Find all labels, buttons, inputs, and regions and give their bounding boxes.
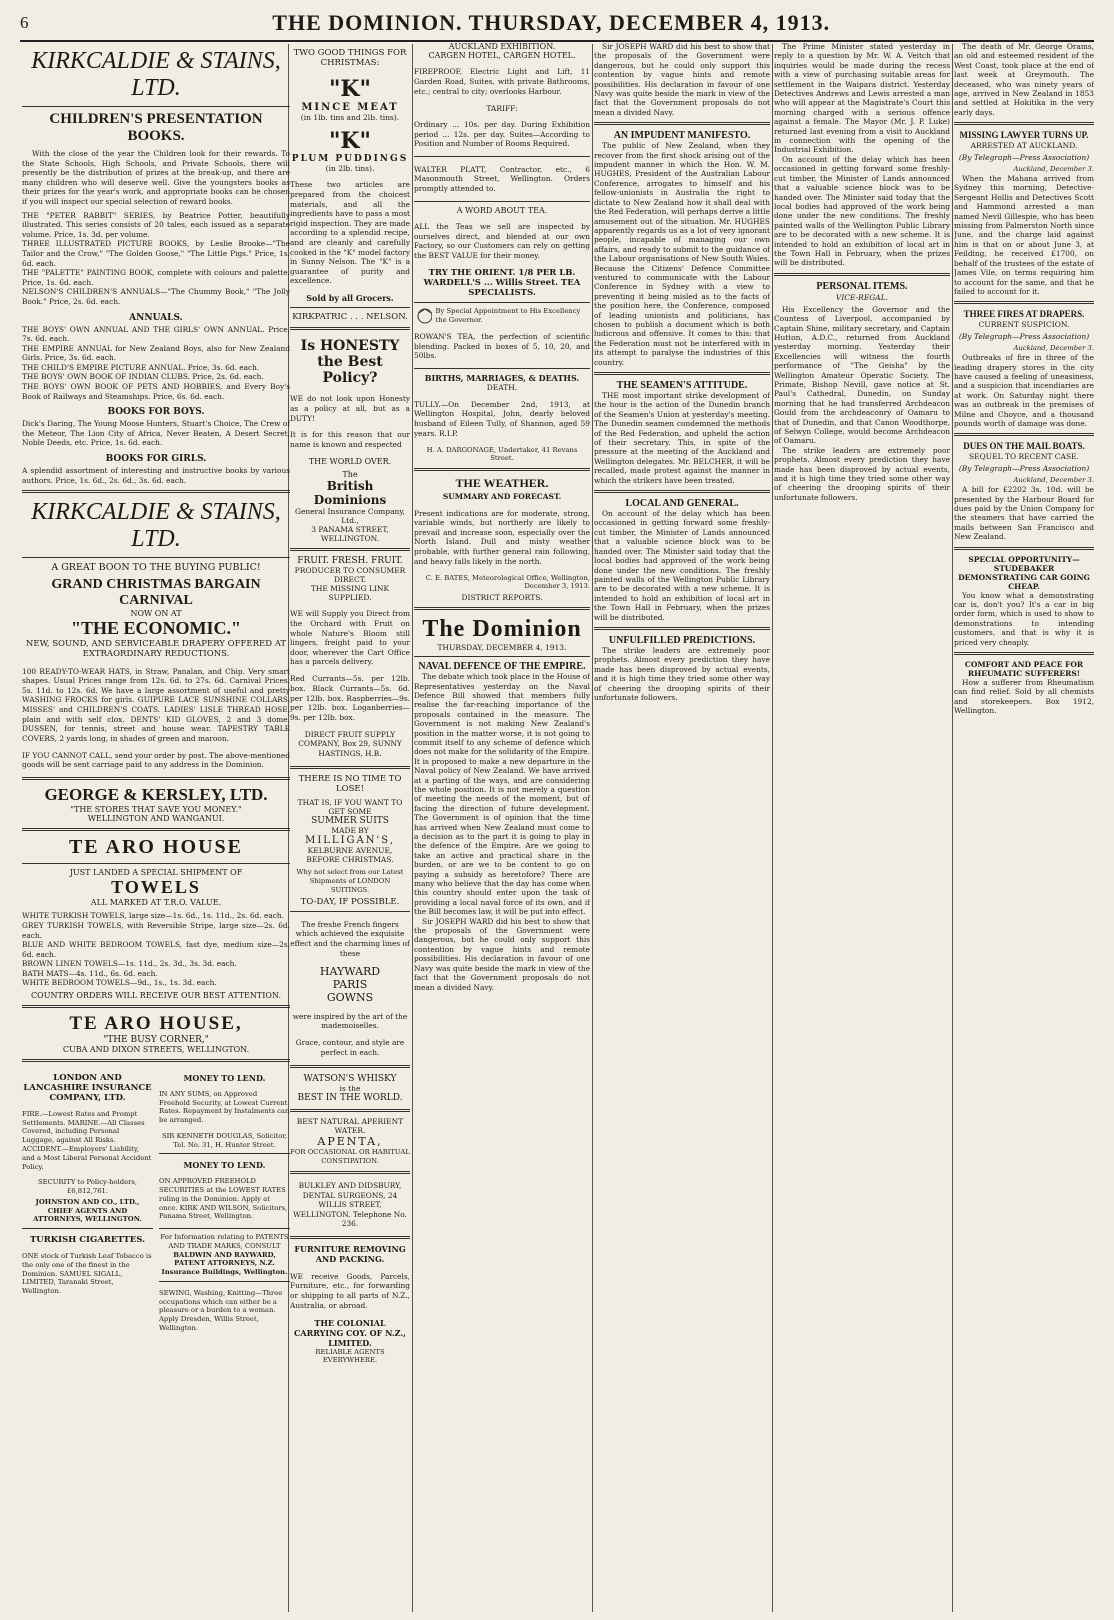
dominion-date: THURSDAY, DECEMBER 4, 1913. <box>437 643 567 653</box>
summer-line10: HAYWARD <box>319 965 381 979</box>
dues-telegraph: (By Telegraph—Press Association) <box>958 464 1090 474</box>
personal-body-cont: The strike leaders are extremely poor prophets. Almost every prediction they have made has been disproved by actual events, and it is high time they tried some other way of cheering the drooping spirits of their unfortunate followers. <box>774 445 950 502</box>
carnival-title: GRAND CHRISTMAS BARGAIN CARNIVAL <box>51 577 261 609</box>
carnival-sub: NEW, SOUND, AND SERVICEABLE DRAPERY OFFERED AT EXTRAORDINARY REDUCTIONS. <box>25 639 287 660</box>
insurance-agents: JOHNSTON AND CO., LTD., CHIEF AGENTS AND ATTORNEYS, WELLINGTON. <box>33 1197 142 1224</box>
seamen-title: THE SEAMEN'S ATTITUDE. <box>616 380 748 391</box>
plum-puddings: PLUM PUDDINGS <box>291 154 409 164</box>
towels-list <box>22 911 290 988</box>
column-2 <box>290 42 410 1614</box>
column-rule <box>952 44 953 1612</box>
personal-title: PERSONAL ITEMS. <box>816 280 908 292</box>
special-body: You know what a demonstrating car is, don't you? It's a car in big order form, which is used to show to demonstrations to intending customers, and that is why it is priced very cheaply. <box>954 590 1094 647</box>
british-dominions: British Dominions <box>313 479 387 508</box>
apenta-line2: APENTA, <box>317 1135 383 1149</box>
column-1 <box>22 42 290 1614</box>
wardells: WARDELL'S ... Willis Street. TEA SPECIALISTS. <box>423 277 581 298</box>
sold-by: Sold by all Grocers. <box>306 293 394 304</box>
summer-line5: KELBURNE AVENUE, <box>307 845 393 855</box>
cigarettes-body: ONE stock of Turkish Leaf Tobacco is the only one of the finest in the Dominion. SAMUEL SIGALL, LIMITED, Taranaki Street, Wellington. <box>22 1252 152 1296</box>
list-item: NELSON'S CHILDREN'S ANNUALS—"The Chummy Book," "The Jolly Book." Price, 2s. 6d. each. <box>22 287 290 306</box>
list-item: THREE ILLUSTRATED PICTURE BOOKS, by Leslie Brooke—"The Tailor and the Crow," "The Golden Goose," "The Little Pigs." Price, 1s. 6d. each. <box>22 239 290 268</box>
drapers-title: THREE FIRES AT DRAPERS. <box>963 309 1085 320</box>
summer-line8: TO-DAY, IF POSSIBLE. <box>300 897 400 908</box>
comfort-title: COMFORT AND PEACE FOR RHEUMATIC SUFFERERS! <box>964 660 1084 679</box>
list-item: WHITE BEDROOM TOWELS—9d., 1s., 1s. 3d. each. <box>22 978 217 988</box>
personal-body: His Excellency the Governor and the Countess of Liverpool, accompanied by Captain Shine, military secretary, and Captain Hutton, A.D.C., returned from Auckland yesterday morning. Yesterday their Excellencies will witness the fourth performance of "The Geisha" by the Wellington Amateur Operatic Society. The Primate, Bishop Nevill, gave notice at St. Paul's Cathedral, Dunedin, on Sunday morning that he had transferred Archdeacon Gould from the archdeaconry of Oamaru to that of Dunedin, and that Canon Woodthorpe, of Selwyn College, would become Archdeacon of Oamaru. <box>774 304 950 446</box>
money-title: MONEY TO LEND. <box>183 1073 266 1084</box>
k-brand-1: "K" <box>328 76 372 102</box>
money2-title: MONEY TO LEND. <box>183 1160 266 1171</box>
local-body: On account of the delay which has been occasioned in getting forward some freshly-cut timber, the Minister of Lands announced that a valuable science block was to be handed over. The Minister said today that the local bodies had approved of the work being done under the new conditions. The freshly painted walls of the Wellington Public Library are to be decorated with a new scheme. It is intended to hold an exhibition of local art in the Town Hall in February, when the prizes will be distributed. <box>594 509 770 622</box>
special-title: SPECIAL OPPORTUNITY—STUDEBAKER DEMONSTRATING CAR GOING CHEAP. <box>958 554 1090 591</box>
insurance-body: FIRE.—Lowest Rates and Prompt Settlements. MARINE.—All Classes Covered, including Personal Luggage, against All Risks. ACCIDENT.—Employers' Liability, and a Most Liberal Personal Accident Policy. <box>22 1109 152 1171</box>
manifesto-title: AN IMPUDENT MANIFESTO. <box>613 130 751 142</box>
george-kersley-title: GEORGE & KERSLEY, LTD. <box>44 785 268 805</box>
whisky-line2: is the <box>339 1084 361 1094</box>
comfort-body: How a sufferer from Rheumatism can find relief. Sold by all chemists and storekeepers. Box 1912, Wellington. <box>954 678 1094 716</box>
te-aro-line: JUST LANDED A SPECIAL SHIPMENT OF <box>69 868 243 878</box>
missing-body: When the Mahana arrived from Sydney this morning, Detective-Sergeant Hollis and Detectives Scott and Hammond arrested a man named Nevil Gillespie, who has been missing from Palmerston North since June, and the charge laid against him is that on or about June 3, at Feilding, he received £1700, on behalf of the trustees of the estate of James Vile, on terms requiring him to account for the same, and that he failed to account for it. <box>954 174 1094 296</box>
column-3 <box>414 42 590 1614</box>
missing-telegraph: (By Telegraph—Press Association) <box>958 153 1090 163</box>
dental-body: BULKLEY AND DIDSBURY, DENTAL SURGEONS, 24 WILLIS STREET, WELLINGTON. Telephone No. 236. <box>293 1181 407 1229</box>
hotel-title: CARGEN HOTEL, CARGEN HOTEL. <box>428 51 576 60</box>
painter-body: WALTER PLATT, Contractor, etc., 6 Masonmouth Street, Wellington. Orders promptly attended to. <box>414 164 590 193</box>
page-number: 6 <box>20 13 29 32</box>
list-item: THE "PALETTE" PAINTING BOOK, complete with colours and palette. Price, 1s. 6d. each. <box>22 268 290 287</box>
col4-continued: Sir JOSEPH WARD did his best to show that the proposals of the Government were dangerous, but he could only support this contention by vague hints and remote possibilities. His declaration in favour of one Navy was quite beside the mark in view of the fact that the Government proposals do not mean a divided Navy. <box>594 42 770 117</box>
seamen-body: THE most important strike development of the hour is the action of the Dunedin branch of the Seamen's Union at yesterday's meeting. The Dunedin seamen condemned the methods of the Red Federation, and upheld the action of their secretary. This, in spite of the pressure at the meeting of the Auckland and Wellington delegates. Mr. BELCHER, it will be recalled, made protest against the manner in which the strikers have been treated. <box>594 391 770 485</box>
colonial-carrying: THE COLONIAL CARRYING COY. OF N.Z., LIMITED. <box>294 1317 406 1348</box>
exhibition-title: AUCKLAND EXHIBITION. <box>448 42 556 51</box>
economic-title: "THE ECONOMIC." <box>71 618 241 639</box>
plum-tins: (in 2lb. tins). <box>325 164 375 173</box>
local-title: LOCAL AND GENERAL. <box>625 498 739 510</box>
furniture-agents: RELIABLE AGENTS EVERYWHERE. <box>315 1347 385 1365</box>
tariff-title: TARIFF: <box>486 103 518 113</box>
fruit-list: Red Currants—5s. per 12lb. box. Black Currants—5s. 6d. per 12lb. box. Raspberries—9s. per 12lb. box. Loganberries—9s. per 12lb. box. <box>290 674 410 722</box>
bmd-heading: BIRTHS, MARRIAGES, & DEATHS. <box>424 373 580 384</box>
mince-meat: MINCE MEAT <box>301 102 399 113</box>
royal-appointment <box>414 307 590 325</box>
drapers-telegraph: (By Telegraph—Press Association) <box>958 332 1090 342</box>
whisky-line3: BEST IN THE WORLD. <box>297 1093 403 1104</box>
sewing-body: SEWING, Washing, Knitting—Three occupations which can either be a pleasure or a burden to a woman. Apply Dresden, Willis Street, Wellington. <box>159 1288 283 1332</box>
column-rule <box>592 44 593 1612</box>
weather-sub: SUMMARY AND FORECAST. <box>442 492 562 502</box>
te-aro-2-title: TE ARO HOUSE, <box>69 1013 243 1035</box>
british-dominions-2: General Insurance Company, Ltd., <box>294 507 405 526</box>
apenta-line3: FOR OCCASIONAL OR HABITUAL CONSTIPATION. <box>290 1148 410 1165</box>
manifesto-body: The public of New Zealand, when they recover from the first shock arising out of the impudent manner in which the Hon. W. M. HUGHES, President of the Australian Labour Conference, arrogates to himself and his fellow-unionists in Australia the right to dictate to New Zealand how it shall deal with the Red Federation, will perhaps derive a little amusement out of the situation. Mr. HUGHES apparently regards us as a lot of very ignorant people, incapable of managing our own affairs, and ready to submit to the guidance of the Labour organisations of New South Wales. Because the Citizens' Defence Committee ventured to communicate with the Labour Conference in Sydney with a view to preventing it being misled as to the facts of the position here, the Conference, composed of leading unionists and politicians, has chosen to publish a document which is both ludicrous and offensive. It comes to this: that the Federation must not be interfered with in its attempt to paralyse the industries of this country. <box>594 141 770 367</box>
dues-title: DUES ON THE MAIL BOATS. <box>963 441 1085 452</box>
fruit-sub: PRODUCER TO CONSUMER DIRECT. <box>294 566 406 585</box>
word-about-tea: A WORD ABOUT TEA. <box>456 205 548 215</box>
furniture-body: WE receive Goods, Parcels, Furniture, etc., for forwarding or shipping to all parts of N.Z., Australia, or abroad. <box>290 1271 410 1310</box>
weather-body: Present indications are for moderate, strong, variable winds, but northerly are likely to prevail and increase soon, especially over the North Island. Dull and misty weather probable, with further general rain following, and heavy falls likely in the north. <box>414 508 590 566</box>
annuals-heading: ANNUALS. <box>129 312 183 323</box>
bottom-ads <box>22 1067 290 1340</box>
honesty-the: The <box>342 470 358 480</box>
summer-line2: SUMMER SUITS <box>311 815 389 826</box>
girls-books: A splendid assortment of interesting and instructive books by various authors. Price, 1s. 6d., 2s. 6d., 3s. 6d. each. <box>22 466 290 485</box>
kirkcaldie-title-2: KIRKCALDIE & STAINS, LTD. <box>31 499 281 553</box>
undertaker: H. A. DARGONAGE, Undertaker, 41 Revans Street. <box>426 445 578 463</box>
money-sig: SIR KENNETH DOUGLAS, Solicitor, Tel. No. 31, H. Hunter Street. <box>161 1131 288 1149</box>
insurance-security: SECURITY to Policy-holders, £6,812,761. <box>37 1178 138 1196</box>
british-address: 3 PANAMA STREET, WELLINGTON. <box>311 525 389 544</box>
carnival-footer: IF YOU CANNOT CALL, send your order by post. The above-mentioned goods will be sent carriage paid to any address in the Dominion. <box>22 750 290 770</box>
insurance-title: LONDON AND LANCASHIRE INSURANCE COMPANY, LTD. <box>23 1073 152 1104</box>
honesty-body2: It is for this reason that our name is known and respected <box>290 430 410 450</box>
towels-title: TOWELS <box>111 877 201 898</box>
money2-body: ON APPROVED FREEHOLD SECURITIES at the LOWEST RATES ruling in the Dominion. Apply at once. KIRK AND WILSON, Solicitors, Panama Street, Wellington. <box>159 1177 288 1221</box>
personal-sub: VICE-REGAL. <box>835 292 889 302</box>
te-aro-title: TE ARO HOUSE <box>68 836 244 859</box>
kirkpatrick-maker: KIRKPATRIC . . . NELSON. <box>292 312 408 323</box>
column-6 <box>954 42 1094 1614</box>
death-heading: DEATH. <box>486 383 518 393</box>
summer-line11: PARIS <box>332 978 368 992</box>
tariff-body: Ordinary ... 10s. per day. During Exhibition period ... 12s. per day. Suites—According to Position and Number of Rooms Required. <box>414 119 590 149</box>
drapers-dateline: Auckland, December 3. <box>1013 344 1094 353</box>
summer-line7: Why not select from our Latest Shipments of LONDON SUITINGS. <box>296 867 404 894</box>
masthead: THE DOMINION. THURSDAY, DECEMBER 4, 1913. <box>272 10 831 35</box>
books-list <box>22 211 290 307</box>
apenta-line1: BEST NATURAL APERIENT WATER. <box>296 1117 404 1136</box>
mince-intro: TWO GOOD THINGS FOR CHRISTMAS: <box>293 48 407 68</box>
drapers-body: Outbreaks of fire in three of the leading drapery stores in the city have caused a feeling of uneasiness, and a suspicion that incendiaries are at work. On Saturday night there was an outbreak in the premises of Milne and Choyce, and a thousand pounds worth of damage was done. <box>954 353 1094 428</box>
missing-sub: ARRESTED AT AUCKLAND. <box>970 141 1078 151</box>
great-boon: A GREAT BOON TO THE BUYING PUBLIC! <box>51 562 261 574</box>
dues-body: A bill for £2202 3s. 10d. will be presented by the Harbour Board for dues paid by the Union Company for the steamers that have carried the mails between San Francisco and New Zealand. <box>954 485 1094 542</box>
list-item: GREY TURKISH TOWELS, with Reversible Stripe, large size—2s. 6d. each. <box>22 920 290 940</box>
fruit-body: WE will Supply you Direct from the Orchard with Fruit on whole Nature's Bloom still lingers, freight paid to your door, wherever the Cart Office has a parcels delivery. <box>290 609 410 667</box>
summer-line4: MILLIGAN'S, <box>305 834 395 846</box>
list-item: THE CHILD'S EMPIRE PICTURE ANNUAL. Price, 3s. 6d. each. <box>22 362 260 372</box>
k-brand-2: "K" <box>328 128 372 154</box>
annuals-list <box>22 325 290 402</box>
george-location: WELLINGTON AND WANGANUI. <box>87 814 225 824</box>
mince-body: These two articles are prepared from the choicest materials, and all the ingredients have to pass a most rigid inspection. They are made according to a splendid recipe, and are cleanly and carefully cooked in the "K" model factory in Sunny Nelson. The "K" is a guarantee of purity and excellence. <box>290 180 410 286</box>
list-item: THE BOYS' OWN ANNUAL AND THE GIRLS' OWN ANNUAL. Price, 7s. 6d. each. <box>22 324 290 344</box>
naval-body: The debate which took place in the House of Representatives yesterday on the Naval Defence Bill showed that members fully realise the far-reaching importance of the proposals contained in the measure. The Government is not making New Zealand's position in the matter worse, it is not going to commit itself to any scheme of defence which does not make for the solidarity of the Empire. It is proposed to make a new departure in the Naval policy of New Zealand. We have arrived at a parting of the ways, and are considering the whole position. It is not merely a question of meeting the needs of the moment, but of facing the direction of future development. The Government is of opinion that the time has arrived when New Zealand must come to a decision as to the part it is going to play in the defence of the Empire. Are we going to take an active and practical share in the burden, or are we to be content to go on paying a subsidy as heretofore? There are many who believe that the day has come when this country should enter upon the task of providing a local naval force of its own, and if the Bill becomes law, it will be put into effect. <box>414 672 590 917</box>
dominion-masthead <box>414 616 590 652</box>
fruit-sub2: THE MISSING LINK SUPPLIED. <box>310 584 390 603</box>
list-item: BATH MATS—4s. 11d., 6s. 6d. each. <box>22 968 158 978</box>
summer-line6: BEFORE CHRISTMAS. <box>306 854 394 864</box>
fruit-footer: DIRECT FRUIT SUPPLY COMPANY, Box 29, SUNNY HASTINGS, H.B. <box>298 729 402 758</box>
column-rule <box>772 44 773 1612</box>
drapers-sub: CURRENT SUSPICION. <box>978 320 1070 330</box>
rowan-body: ROWAN'S TEA, the perfection of scientific blending. Packed in boxes of 5, 10, 20, and 50lbs. <box>414 332 590 361</box>
list-item: THE EMPIRE ANNUAL for New Zealand Boys, also for New Zealand Girls. Price, 3s. 6d. each. <box>22 343 290 363</box>
girls-heading: BOOKS FOR GIRLS. <box>105 454 207 465</box>
royal-text: By Special Appointment to His Excellency the Governor. <box>435 307 581 324</box>
district-reports: DISTRICT REPORTS. <box>461 593 543 603</box>
list-item: BROWN LINEN TOWELS—1s. 11d., 2s. 3d., 3s. 3d. each. <box>22 959 237 969</box>
summer-line3: MADE BY <box>331 825 369 835</box>
list-item: THE BOYS' OWN BOOK OF PETS AND HOBBIES, and Every Boy's Book of Railways and Steamships. Price, 6s. 6d. each. <box>22 382 290 401</box>
carnival-body: 100 READY-TO-WEAR HATS, in Straw, Panalan, and Chip. Very smart shapes. Usual Prices range from 12s. 6d. to 27s. 6d. Carnival Prices, 5s. 11d. to 12s. 6d. We have a large assortment of useful and pretty WASHING FROCKS for girls. GUIPURE LACE SUNSHINE COLLARS. MISSES' and CHILDREN'S COATS. LADIES' LISLE THREAD HOSE, plain and with self clox. DENTS' KID GLOVES, 2 and 3 dome. DUSSEN, for tennis, street and house wear. TAPESTRY TABLE COVERS, 2 yards long, in shades of green and maroon. <box>22 666 290 743</box>
patents-firm: BALDWIN AND RAYWARD, PATENT ATTORNEYS, N.Z. Insurance Buildings, Wellington. <box>161 1250 288 1277</box>
column-rule <box>412 44 413 1612</box>
summer-line9: The freshe French fingers which achieved the exquisite effect and the charming lines of these <box>290 919 410 958</box>
col6-top-body: The death of Mr. George Orams, an old and esteemed resident of the West Coast, took place at the end of last week at Greymouth. The deceased, who was ninety years of age, arrived in New Zealand in 1853 and settled at Hokitika in the very early days. <box>954 42 1094 117</box>
honesty-body1: WE do not look upon Honesty as a policy at all, but as a DUTY! <box>290 394 410 423</box>
te-aro-2-address: CUBA AND DIXON STREETS, WELLINGTON. <box>62 1045 250 1055</box>
hotel-body: FIREPROOF, Electric Light and Lift, 11 Garden Road, Suites, with private Bathrooms, etc.; central to city; overlooks Harbour. <box>414 67 590 96</box>
weather-title: THE WEATHER. <box>455 476 549 491</box>
naval-title: NAVAL DEFENCE OF THE EMPIRE. <box>418 661 586 673</box>
list-item: BLUE AND WHITE BEDROOM TOWELS, fast dye, medium size—2s. 6d. each. <box>22 940 290 959</box>
now-on: NOW ON AT <box>130 609 182 619</box>
presentation-books-title: CHILDREN'S PRESENTATION BOOKS. <box>49 111 263 144</box>
patents-title: For Information relating to PATENTS AND TRADE MARKS, CONSULT <box>160 1233 289 1250</box>
boys-books: Dick's Daring, The Young Moose Hunters, Stuart's Choice, The Crew of the Meteor, The Lion City of Africa, Never Beaten, A Desert Secret, Noble Deeds, etc. Price, 1s. 6d. each. <box>22 419 290 448</box>
column-4 <box>594 42 770 1614</box>
page-header <box>20 6 1094 42</box>
summer-line12: GOWNS <box>326 991 374 1005</box>
honesty-world: THE WORLD OVER. <box>308 457 392 467</box>
col5-top-body: The Prime Minister stated yesterday in reply to a question by Mr. W. A. Veitch that inquiries would be made during the recess with a view of purchasing suitable areas for settlement in the Waipara district. Yesterday Detectives Andrews and Lewis arrested a man who will appear at the Magistrate's Court this morning charged with a serious offence against a female. The Mayor (Mr. J. P. Luke) returned last evening from a visit to Auckland in connection with the opening of the Industrial Exhibition. <box>774 42 950 155</box>
summer-title: THERE IS NO TIME TO LOSE! <box>298 773 402 794</box>
furniture-title: FURNITURE REMOVING AND PACKING. <box>294 1244 406 1265</box>
dues-sub: SEQUEL TO RECENT CASE. <box>969 452 1079 462</box>
te-aro-2-slogan: "THE BUSY CORNER," <box>103 1035 209 1046</box>
books-intro: With the close of the year the Children look for their rewards. To the State Schools, High Schools, and Private Schools, there will presently be the distribution of prizes at the break-up, and there are many children who will deserve well. Give the youngsters books as their prizes for the year's work, and appropriate books can be chosen if you will inspect our special selection of reward books. <box>22 149 290 206</box>
dues-dateline: Auckland, December 3. <box>1013 476 1094 485</box>
missing-dateline: Auckland, December 3. <box>1013 165 1094 174</box>
summer-line14: Grace, contour, and style are perfect in each. <box>295 1038 405 1058</box>
mince-tins: (in 1lb. tins and 2lb. tins). <box>300 113 400 122</box>
col5-local-cont: On account of the delay which has been occasioned in getting forward some freshly-cut timber, the Minister of Lands announced that a valuable science block was to be handed over. The Minister said today that the local bodies had approved of the work being done under the new conditions. The freshly painted walls of the Wellington Public Library are to be decorated with a new scheme. It is intended to hold an exhibition of local art in the Town Hall in February, when the prizes will be distributed. <box>774 154 950 268</box>
list-item: WHITE TURKISH TOWELS, large size—1s. 6d., 1s. 11d., 2s. 6d. each. <box>22 911 285 921</box>
kirkcaldie-title: KIRKCALDIE & STAINS, LTD. <box>31 48 281 101</box>
money-body: IN ANY SUMS, on Approved Freehold Security, at Lowest Current Rates. Repayment by Instalments can be arranged. <box>159 1089 290 1125</box>
column-5 <box>774 42 950 1614</box>
summer-line1: THAT IS, IF YOU WANT TO GET SOME <box>297 797 403 816</box>
whisky-line1: WATSON'S WHISKY <box>303 1074 397 1085</box>
missing-title: MISSING LAWYER TURNS UP. <box>959 130 1089 141</box>
royal-crest-icon <box>414 307 432 325</box>
cigarettes-title: TURKISH CIGARETTES. <box>29 1235 146 1246</box>
list-item: THE "PETER RABBIT" SERIES, by Beatrice Potter, beautifully illustrated. This series consists of 20 tales, each issued as a separate volume. Price, 1s. 3d. per volume. <box>22 210 290 239</box>
try-orient: TRY THE ORIENT. 1/8 PER LB. <box>428 267 576 278</box>
list-item: THE BOYS' OWN BOOK OF INDIAN CLUBS. Price, 2s. 6d. each. <box>22 372 264 382</box>
george-slogan: "THE STORES THAT SAVE YOU MONEY." <box>70 805 242 815</box>
naval-second: Sir JOSEPH WARD did his best to show that the proposals of the Government were dangerous, but he could only support this contention by vague hints and remote possibilities. His declaration in favour of one Navy was quite beside the mark in view of the fact that the Government proposals do not mean a divided Navy. <box>414 916 590 992</box>
weather-signed: C. E. BATES, Meteorological Office, Wellington, December 3, 1913. <box>425 573 590 591</box>
towels-footer: COUNTRY ORDERS WILL RECEIVE OUR BEST ATTENTION. <box>31 991 281 1001</box>
dominion-title: The Dominion <box>422 616 582 643</box>
predictions-title: UNFULFILLED PREDICTIONS. <box>608 634 756 646</box>
boys-heading: BOOKS FOR BOYS. <box>107 407 205 418</box>
predictions-body: The strike leaders are extremely poor prophets. Almost every prediction they have made has been disproved by actual events, and it is high time they tried some other way of cheering the drooping spirits of their unfortunate followers. <box>594 645 770 702</box>
tea-body: ALL the Teas we sell are inspected by ourselves direct, and blended at our own Factory, so our Customers can rely on getting the BEST VALUE for their money. <box>414 222 590 260</box>
fruit-title: FRUIT. FRESH. FRUIT. <box>297 556 403 567</box>
honesty-title: Is HONESTY the Best Policy? <box>300 338 400 387</box>
death-notice: TULLY.—On December 2nd, 1913, at Wellington Hospital, John, dearly beloved husband of Eileen Tully, of Shannon, aged 59 years. R.I.P. <box>414 399 590 438</box>
summer-line13: were inspired by the art of the mademoiselles. <box>292 1011 408 1031</box>
towels-value: ALL MARKED AT T.R.O. VALUE. <box>90 898 222 908</box>
